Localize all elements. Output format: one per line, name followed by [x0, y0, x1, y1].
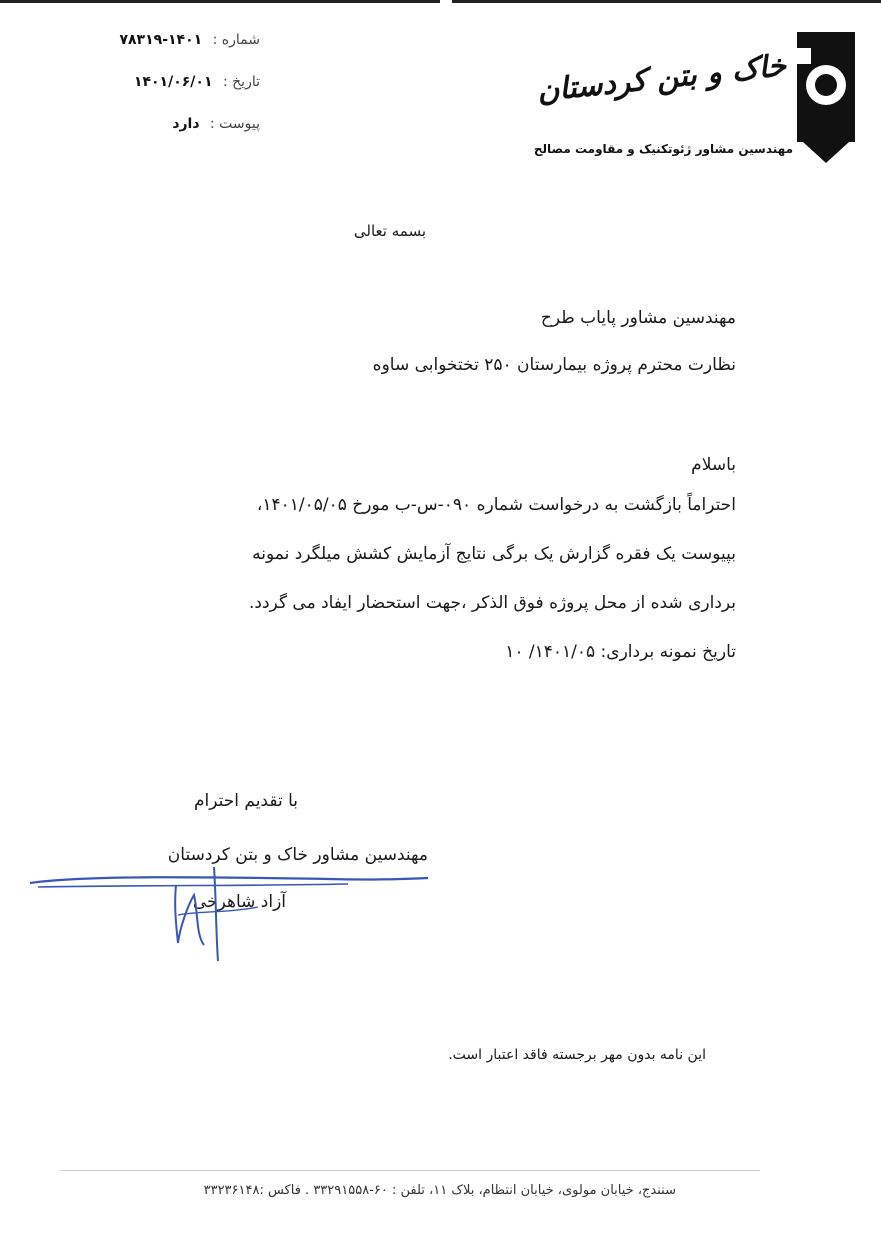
greeting: باسلام: [691, 455, 736, 475]
signer-name: آزاد شاهرخی: [192, 892, 286, 912]
brand-subtitle: مهندسین مشاور ژئوتکنیک و مقاومت مصالح: [533, 142, 793, 156]
letter-body: [0, 495, 736, 691]
footer-divider: [60, 1170, 760, 1171]
validity-note: این نامه بدون مهر برجسته فاقد اعتبار است.: [448, 1047, 706, 1063]
recipient-line-1: مهندسین مشاور پایاب طرح: [540, 308, 736, 328]
letter-meta: [60, 32, 260, 158]
footer-address: سنندج، خیابان مولوی، خیابان انتظام، بلاک ۱۱، تلفن : ۶۰-۳۳۲۹۱۵۵۸ . فاکس :۳۳۲۳۶۱۴۸: [203, 1183, 676, 1198]
basmala: بسمه تعالی: [353, 222, 426, 240]
meta-date: [60, 74, 260, 116]
closing-company: مهندسین مشاور خاک و بتن کردستان: [167, 845, 428, 865]
date-label: تاریخ :: [222, 74, 260, 90]
meta-number: [60, 32, 260, 74]
signature-icon: [28, 855, 438, 965]
number-value: ۱۴۰۱-۷۸۳۱۹: [119, 32, 203, 48]
recipient-line-2: نظارت محترم پروژه بیمارستان ۲۵۰ تختخوابی ساوه: [372, 355, 736, 375]
number-label: شماره :: [212, 32, 260, 48]
date-value: ۱۴۰۱/۰۶/۰۱: [133, 74, 213, 90]
body-line: احتراماً بازگشت به درخواست شماره ۰۹۰-س-ب مورخ ۱۴۰۱/۰۵/۰۵،: [256, 495, 736, 515]
brand-script: خاک و بتن کردستان: [535, 48, 788, 110]
attachment-value: دارد: [172, 116, 200, 132]
top-border-left: [0, 0, 440, 3]
body-line: بپیوست یک فقره گزارش یک برگی نتایج آزمایش کشش میلگرد نمونه: [252, 544, 736, 564]
body-line: برداری شده از محل پروژه فوق الذکر ،جهت استحضار ایفاد می گردد.: [249, 593, 736, 613]
company-logo-icon: [795, 30, 857, 165]
attachment-label: پیوست :: [210, 116, 260, 132]
meta-attachment: [60, 116, 260, 158]
body-line: تاریخ نمونه برداری: ۱۴۰۱/۰۵/ ۱۰: [505, 642, 736, 662]
closing-salutation: با تقدیم احترام: [193, 791, 298, 811]
top-border-right: [452, 0, 881, 3]
